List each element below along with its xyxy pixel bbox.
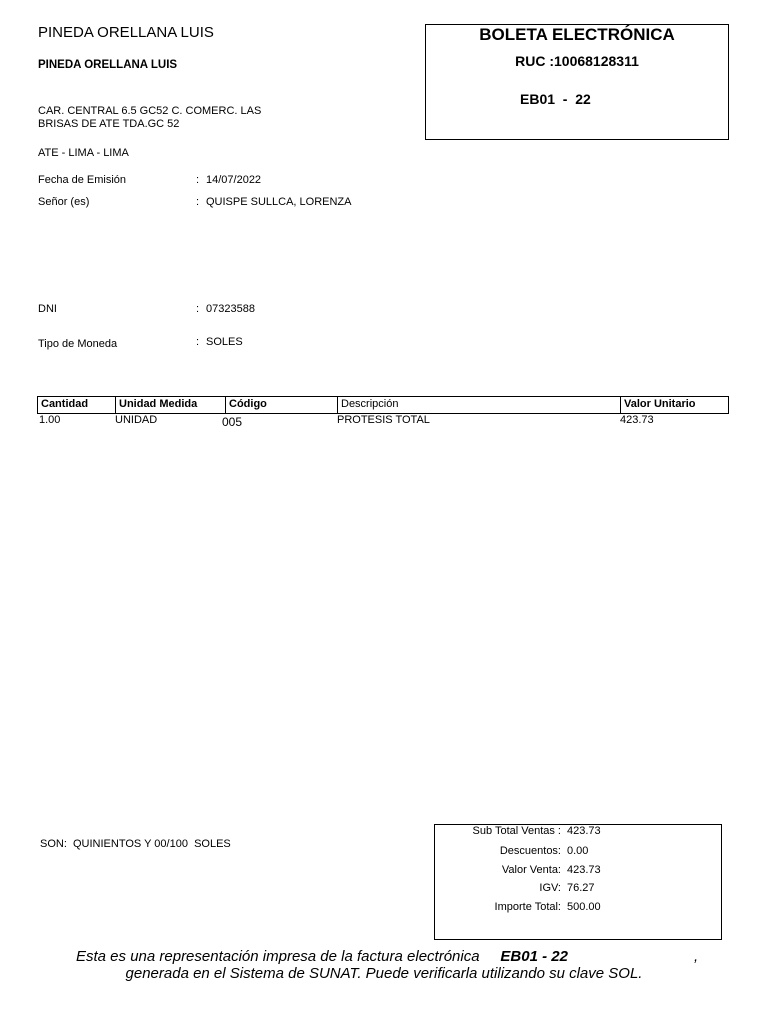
currency-label: Tipo de Moneda [38,338,118,350]
row-code: 005 [222,415,243,429]
footer-text: Esta es una representación impresa de la factura electrónica [76,948,480,965]
sale-value-label: Valor Venta: [501,864,561,876]
header-code: Código [225,397,337,413]
row-unit-value: 423.73 [620,414,654,426]
footer-comma: , [694,948,699,965]
igv-value: 76.27 [567,882,595,894]
dni-colon: : [196,303,200,315]
issuer-name: PINEDA ORELLANA LUIS [38,24,214,41]
emission-date-colon: : [196,174,200,186]
header-unit: Unidad Medida [115,397,225,413]
currency-value: SOLES [206,336,243,348]
discounts-value: 0.00 [567,845,589,857]
subtotal-label: Sub Total Ventas : [472,825,561,837]
footer-line-1 [76,948,768,965]
footer-line-2: generada en el Sistema de SUNAT. Puede verificarla utilizando su clave SOL. [125,965,643,982]
row-description: PROTESIS TOTAL [337,414,430,426]
issuer-city: ATE - LIMA - LIMA [38,147,129,159]
header-unit-value: Valor Unitario [620,397,728,413]
customer-label: Señor (es) [38,196,90,208]
document-ruc: RUC :10068128311 [515,53,639,69]
issuer-address: CAR. CENTRAL 6.5 GC52 C. COMERC. LAS BRISAS DE ATE TDA.GC 52 [38,105,262,130]
items-table-header [37,396,729,414]
row-quantity: 1.00 [39,414,61,426]
total-value: 500.00 [567,901,601,913]
document-title: BOLETA ELECTRÓNICA [479,25,675,44]
issuer-name-bold: PINEDA ORELLANA LUIS [38,59,178,71]
document-number: EB01 - 22 [520,91,591,107]
emission-date-value: 14/07/2022 [206,174,262,186]
total-label: Importe Total: [494,901,561,913]
amount-in-words: SON: QUINIENTOS Y 00/100 SOLES [40,838,231,850]
header-description: Descripción [337,397,620,413]
header-quantity: Cantidad [41,398,89,410]
sale-value-value: 423.73 [567,864,601,876]
row-unit: UNIDAD [115,414,158,426]
customer-colon: : [196,196,200,208]
dni-value: 07323588 [206,303,255,315]
customer-value: QUISPE SULLCA, LORENZA [206,196,352,208]
subtotal-value: 423.73 [567,825,601,837]
emission-date-label: Fecha de Emisión [38,174,127,186]
igv-label: IGV: [539,882,561,894]
totals-box [434,824,722,940]
dni-label: DNI [38,303,57,315]
currency-colon: : [196,336,200,348]
discounts-label: Descuentos: [499,845,561,857]
document-header-box [425,24,729,140]
footer-document-number: EB01 - 22 [500,948,568,965]
